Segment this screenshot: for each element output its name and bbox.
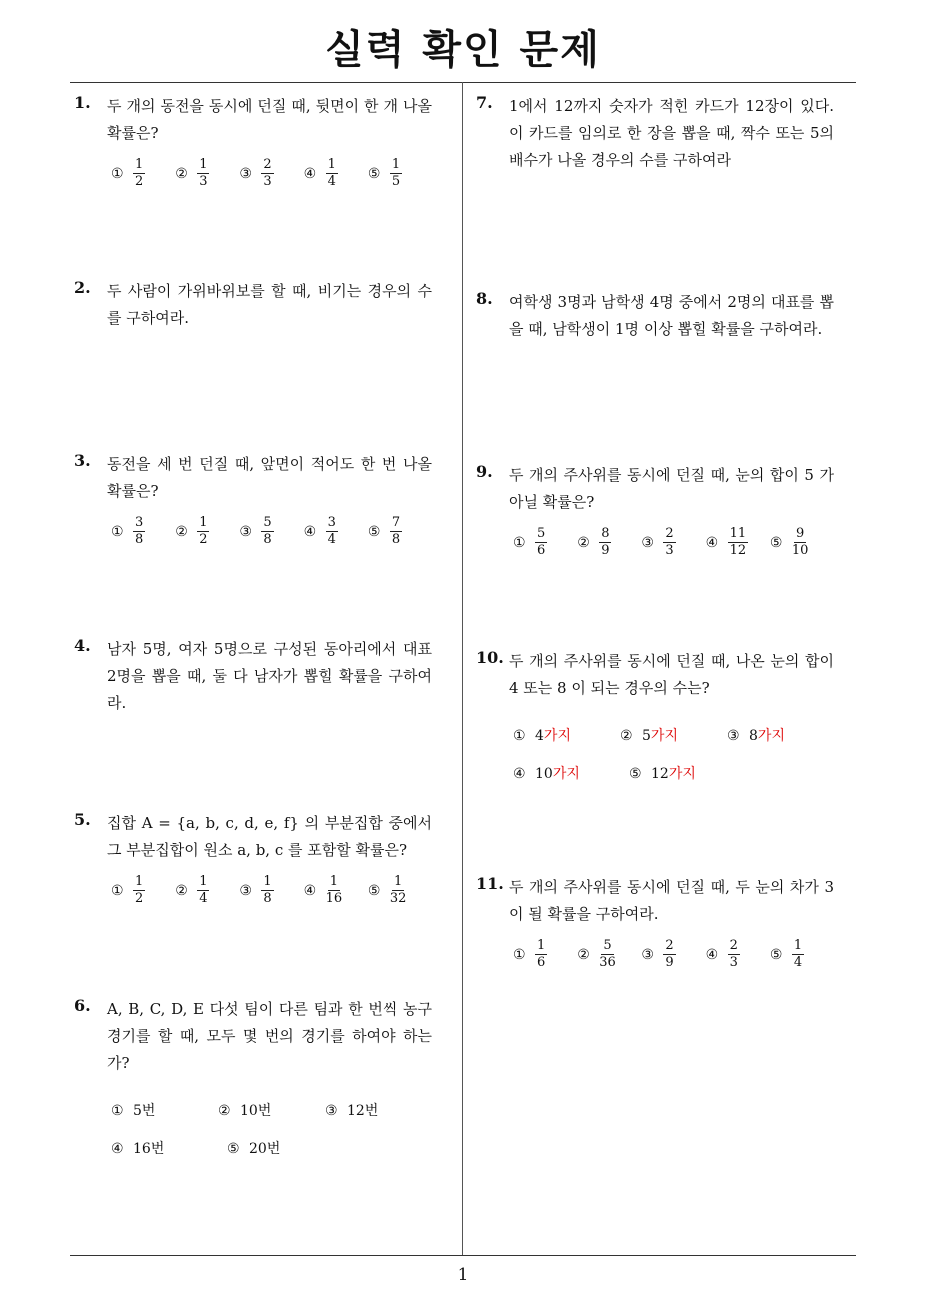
option-3[interactable] bbox=[239, 157, 303, 190]
numerator: 1 bbox=[327, 157, 336, 172]
option-marker: ③ bbox=[239, 882, 252, 899]
option-5[interactable] bbox=[770, 526, 834, 559]
option-marker: ① bbox=[111, 1103, 124, 1119]
option-5[interactable] bbox=[368, 874, 432, 907]
numerator: 1 bbox=[199, 515, 208, 530]
option-3[interactable] bbox=[727, 725, 834, 745]
fraction bbox=[535, 526, 547, 559]
option-1[interactable] bbox=[111, 157, 175, 190]
option-unit: 번 bbox=[266, 1141, 281, 1157]
fraction bbox=[390, 515, 402, 548]
fraction bbox=[197, 874, 209, 907]
question-7 bbox=[476, 93, 834, 174]
denominator: 6 bbox=[537, 955, 546, 970]
option-value: 5 bbox=[642, 728, 651, 744]
numerator: 1 bbox=[135, 874, 144, 889]
question-text: 1에서 12까지 숫자가 적힌 카드가 12장이 있다. 이 카드를 임의로 한 장을 뽑을 때, 짝수 또는 5의 배수가 나올 경우의 수를 구하여라 bbox=[509, 97, 834, 169]
option-unit: 가지 bbox=[668, 766, 696, 782]
option-marker: ① bbox=[111, 523, 124, 540]
option-1[interactable] bbox=[111, 1100, 218, 1120]
question-text: 남자 5명, 여자 5명으로 구성된 동아리에서 대표 2명을 뽑을 때, 둘 다 남자가 뽑힐 확률을 구하여라. bbox=[107, 640, 432, 712]
option-marker: ② bbox=[218, 1103, 231, 1119]
option-4[interactable] bbox=[513, 763, 629, 783]
option-5[interactable] bbox=[629, 763, 745, 783]
question-text: 두 개의 주사위를 동시에 던질 때, 나온 눈의 합이 4 또는 8 이 되는 경우의 수는? bbox=[509, 652, 834, 697]
option-value: 5 bbox=[133, 1103, 142, 1119]
option-marker: ④ bbox=[705, 946, 719, 963]
denominator: 3 bbox=[263, 174, 272, 189]
fraction bbox=[728, 526, 749, 559]
option-1[interactable] bbox=[111, 874, 175, 907]
fraction bbox=[390, 157, 402, 190]
question-number: 9. bbox=[476, 462, 493, 481]
option-value: 8 bbox=[749, 728, 758, 744]
question-number: 2. bbox=[74, 278, 91, 297]
answer-options bbox=[111, 1091, 432, 1167]
question-3 bbox=[74, 451, 432, 548]
bottom-rule bbox=[70, 1255, 856, 1256]
denominator: 2 bbox=[135, 174, 144, 189]
question-9 bbox=[476, 462, 834, 559]
question-11 bbox=[476, 874, 834, 971]
option-5[interactable] bbox=[368, 515, 432, 548]
fraction bbox=[133, 874, 145, 907]
page-number: 1 bbox=[457, 1265, 469, 1285]
fraction bbox=[728, 938, 740, 971]
option-unit: 번 bbox=[141, 1103, 156, 1119]
question-number: 6. bbox=[74, 996, 91, 1015]
option-marker: ⑤ bbox=[769, 534, 783, 551]
numerator: 5 bbox=[603, 938, 612, 953]
option-marker: ② bbox=[620, 728, 633, 744]
denominator: 6 bbox=[537, 543, 546, 558]
denominator: 4 bbox=[199, 891, 208, 906]
numerator: 3 bbox=[327, 515, 336, 530]
option-marker: ⑤ bbox=[367, 882, 381, 899]
fraction bbox=[197, 157, 209, 190]
fraction bbox=[261, 157, 273, 190]
option-2[interactable] bbox=[175, 515, 239, 548]
answer-options bbox=[111, 157, 432, 190]
answer-options bbox=[513, 938, 834, 971]
fraction bbox=[792, 938, 804, 971]
option-3[interactable] bbox=[325, 1100, 432, 1120]
option-marker: ④ bbox=[705, 534, 719, 551]
option-5[interactable] bbox=[770, 938, 834, 971]
option-marker: ⑤ bbox=[629, 766, 642, 782]
denominator: 10 bbox=[791, 543, 809, 558]
question-10 bbox=[476, 648, 834, 792]
numerator: 5 bbox=[263, 515, 272, 530]
question-number: 3. bbox=[74, 451, 91, 470]
option-marker: ① bbox=[513, 946, 526, 963]
option-value: 16 bbox=[133, 1141, 151, 1157]
fraction bbox=[326, 874, 343, 907]
question-text: 두 사람이 가위바위보를 할 때, 비기는 경우의 수를 구하여라. bbox=[107, 282, 432, 327]
option-marker: ④ bbox=[303, 523, 317, 540]
denominator: 3 bbox=[665, 543, 674, 558]
numerator: 2 bbox=[263, 157, 272, 172]
option-2[interactable] bbox=[218, 1100, 325, 1120]
option-marker: ③ bbox=[641, 534, 654, 551]
answer-options bbox=[111, 874, 432, 907]
column-divider bbox=[462, 82, 463, 1255]
option-marker: ④ bbox=[111, 1141, 124, 1157]
option-marker: ② bbox=[175, 882, 188, 899]
denominator: 36 bbox=[599, 955, 616, 970]
option-marker: ③ bbox=[727, 728, 740, 744]
fraction bbox=[535, 938, 547, 971]
option-4[interactable] bbox=[706, 526, 770, 559]
option-marker: ① bbox=[111, 882, 124, 899]
option-marker: ① bbox=[513, 534, 526, 551]
question-text: 집합 A = {a, b, c, d, e, f} 의 부분집합 중에서 그 부분집합이 원소 a, b, c 를 포함할 확률은? bbox=[107, 814, 432, 859]
option-unit: 가지 bbox=[757, 728, 785, 744]
denominator: 9 bbox=[601, 543, 610, 558]
denominator: 9 bbox=[665, 955, 674, 970]
denominator: 3 bbox=[199, 174, 208, 189]
fraction bbox=[197, 515, 209, 548]
option-4[interactable] bbox=[304, 157, 368, 190]
option-unit: 가지 bbox=[552, 766, 580, 782]
question-text: 두 개의 동전을 동시에 던질 때, 뒷면이 한 개 나올 확률은? bbox=[107, 97, 432, 142]
fraction bbox=[663, 526, 675, 559]
denominator: 32 bbox=[389, 891, 407, 906]
option-marker: ④ bbox=[303, 882, 317, 899]
denominator: 4 bbox=[327, 174, 336, 189]
option-2[interactable] bbox=[577, 938, 641, 971]
question-number: 10. bbox=[476, 648, 504, 667]
fraction bbox=[599, 938, 616, 971]
fraction bbox=[390, 874, 407, 907]
option-2[interactable] bbox=[175, 874, 239, 907]
numerator: 1 bbox=[199, 874, 208, 889]
numerator: 2 bbox=[665, 938, 674, 953]
denominator: 3 bbox=[729, 955, 738, 970]
option-2[interactable] bbox=[577, 526, 641, 559]
fraction bbox=[261, 515, 273, 548]
option-marker: ① bbox=[513, 728, 526, 744]
question-text: 두 개의 주사위를 동시에 던질 때, 두 눈의 차가 3 이 될 확률을 구하여라. bbox=[509, 878, 834, 923]
option-5[interactable] bbox=[368, 157, 432, 190]
numerator: 1 bbox=[393, 874, 403, 889]
option-marker: ⑤ bbox=[227, 1141, 240, 1157]
answer-options bbox=[513, 716, 834, 792]
numerator: 1 bbox=[199, 157, 208, 172]
top-rule bbox=[70, 82, 856, 83]
option-value: 20 bbox=[249, 1141, 267, 1157]
denominator: 4 bbox=[327, 532, 336, 547]
option-1[interactable] bbox=[111, 515, 175, 548]
denominator: 2 bbox=[135, 891, 144, 906]
page-title: 실력 확인 문제 bbox=[325, 27, 601, 73]
option-marker: ⑤ bbox=[367, 523, 381, 540]
fraction bbox=[261, 874, 273, 907]
numerator: 2 bbox=[729, 938, 738, 953]
question-number: 4. bbox=[74, 636, 91, 655]
option-marker: ② bbox=[577, 946, 590, 963]
option-marker: ② bbox=[175, 165, 188, 182]
denominator: 8 bbox=[263, 891, 272, 906]
fraction bbox=[599, 526, 611, 559]
fraction bbox=[792, 526, 809, 559]
option-value: 12 bbox=[347, 1103, 365, 1119]
option-4[interactable] bbox=[111, 1138, 227, 1158]
option-3[interactable] bbox=[641, 938, 705, 971]
denominator: 4 bbox=[793, 955, 803, 970]
denominator: 2 bbox=[199, 532, 208, 547]
question-5 bbox=[74, 810, 432, 907]
numerator: 1 bbox=[793, 938, 803, 953]
question-number: 11. bbox=[476, 874, 504, 893]
question-2 bbox=[74, 278, 432, 332]
denominator: 8 bbox=[135, 532, 144, 547]
option-4[interactable] bbox=[304, 515, 368, 548]
question-text: A, B, C, D, E 다섯 팀이 다른 팀과 한 번씩 농구 경기를 할 때, 모두 몇 번의 경기를 하여야 하는가? bbox=[107, 1000, 432, 1072]
denominator: 8 bbox=[263, 532, 272, 547]
question-4 bbox=[74, 636, 432, 717]
fraction bbox=[326, 515, 338, 548]
option-value: 10 bbox=[535, 766, 553, 782]
numerator: 5 bbox=[537, 526, 546, 541]
option-unit: 가지 bbox=[543, 728, 571, 744]
numerator: 1 bbox=[135, 157, 144, 172]
numerator: 2 bbox=[665, 526, 674, 541]
option-2[interactable] bbox=[175, 157, 239, 190]
option-unit: 번 bbox=[257, 1103, 272, 1119]
question-number: 1. bbox=[74, 93, 91, 112]
numerator: 11 bbox=[729, 526, 747, 541]
numerator: 3 bbox=[135, 515, 144, 530]
numerator: 1 bbox=[263, 874, 272, 889]
option-5[interactable] bbox=[227, 1138, 343, 1158]
question-8 bbox=[476, 289, 834, 343]
fraction bbox=[133, 515, 145, 548]
option-marker: ④ bbox=[513, 766, 526, 782]
question-number: 8. bbox=[476, 289, 493, 308]
numerator: 1 bbox=[391, 157, 401, 172]
numerator: 7 bbox=[391, 515, 401, 530]
option-2[interactable] bbox=[620, 725, 727, 745]
question-number: 5. bbox=[74, 810, 91, 829]
option-marker: ④ bbox=[303, 165, 317, 182]
option-value: 4 bbox=[535, 728, 544, 744]
numerator: 1 bbox=[329, 874, 339, 889]
option-value: 12 bbox=[651, 766, 669, 782]
option-unit: 번 bbox=[364, 1103, 379, 1119]
question-number: 7. bbox=[476, 93, 493, 112]
option-3[interactable] bbox=[239, 515, 303, 548]
answer-options bbox=[111, 515, 432, 548]
option-value: 10 bbox=[240, 1103, 258, 1119]
option-unit: 가지 bbox=[650, 728, 678, 744]
option-marker: ③ bbox=[325, 1103, 338, 1119]
option-marker: ① bbox=[111, 165, 124, 182]
numerator: 1 bbox=[537, 938, 546, 953]
numerator: 8 bbox=[601, 526, 610, 541]
question-text: 두 개의 주사위를 동시에 던질 때, 눈의 합이 5 가 아닐 확률은? bbox=[509, 466, 834, 511]
option-3[interactable] bbox=[641, 526, 705, 559]
option-marker: ③ bbox=[239, 165, 252, 182]
option-1[interactable] bbox=[513, 725, 620, 745]
denominator: 16 bbox=[325, 891, 343, 906]
option-4[interactable] bbox=[706, 938, 770, 971]
question-1 bbox=[74, 93, 432, 190]
fraction bbox=[133, 157, 145, 190]
option-marker: ② bbox=[175, 523, 188, 540]
answer-options bbox=[513, 526, 834, 559]
option-marker: ③ bbox=[239, 523, 252, 540]
option-marker: ⑤ bbox=[367, 165, 381, 182]
option-4[interactable] bbox=[304, 874, 368, 907]
fraction bbox=[326, 157, 338, 190]
question-text: 여학생 3명과 남학생 4명 중에서 2명의 대표를 뽑을 때, 남학생이 1명 이상 뽑힐 확률을 구하여라. bbox=[509, 293, 834, 338]
denominator: 8 bbox=[391, 532, 401, 547]
question-6 bbox=[74, 996, 432, 1167]
denominator: 5 bbox=[391, 174, 401, 189]
option-1[interactable] bbox=[513, 526, 577, 559]
option-3[interactable] bbox=[239, 874, 303, 907]
option-1[interactable] bbox=[513, 938, 577, 971]
denominator: 12 bbox=[729, 543, 747, 558]
option-marker: ③ bbox=[641, 946, 654, 963]
option-marker: ② bbox=[577, 534, 590, 551]
numerator: 9 bbox=[795, 526, 805, 541]
option-unit: 번 bbox=[150, 1141, 165, 1157]
question-text: 동전을 세 번 던질 때, 앞면이 적어도 한 번 나올 확률은? bbox=[107, 455, 432, 500]
option-marker: ⑤ bbox=[769, 946, 783, 963]
fraction bbox=[663, 938, 675, 971]
